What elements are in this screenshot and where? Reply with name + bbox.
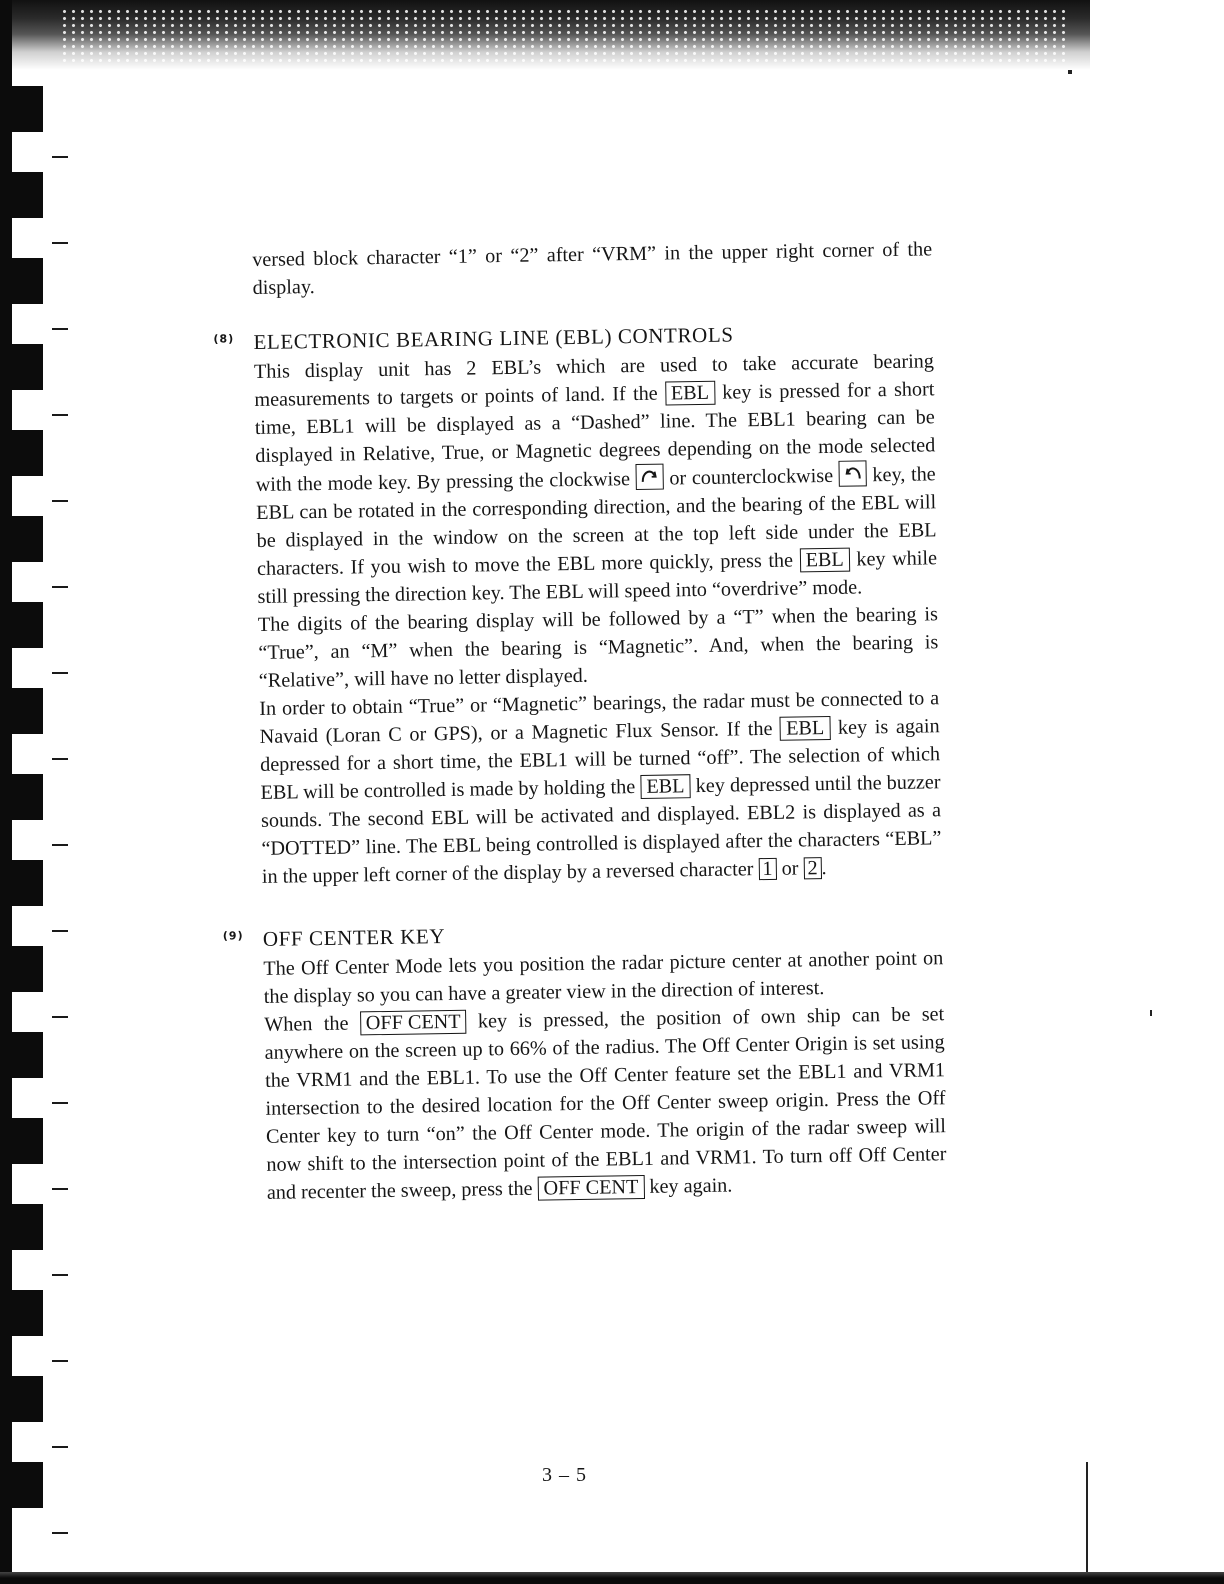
off-center-paragraph-1: The Off Center Mode lets you position the radar picture center at another point on the display so you can have a greater view in the direction of interest. <box>263 947 944 1008</box>
ebl-paragraph-3: In order to obtain “True” or “Magnetic” bearings, the radar must be connected to a Navaid (Loran C or GPS), or a Magnetic Flux Sensor. If the EBL key is again depressed for a short time, the EBL1 will be turned “off”. The selection of which EBL will be controlled is made by holding the EBL key depressed until the buzzer sounds. The second EBL will be activated and displayed. EBL2 is displayed as a “DOTTED” line. The EBL being controlled is displayed after the characters “EBL” in the upper left corner of the display by a reversed character 1 or 2 . <box>259 687 942 888</box>
binding-tick <box>52 156 68 158</box>
binding-tick <box>52 844 68 846</box>
binding-ring <box>10 1376 43 1422</box>
binding-ring <box>10 86 43 132</box>
binding-tick <box>52 1360 68 1362</box>
binding-tick <box>52 1102 68 1104</box>
scan-top-speckle <box>60 8 1070 62</box>
intro-paragraph <box>252 235 933 302</box>
reversed-char-2: 2 <box>803 857 821 879</box>
ebl-paragraph-2: The digits of the bearing display will be followed by a “T” when the bearing is “True”, an “M” when the bearing is “Magnetic”. And, when the bearing is “Relative”, will have no letter displayed. <box>257 603 939 692</box>
section-ebl-controls <box>213 317 942 891</box>
binding-ring <box>10 860 43 906</box>
binding-ring <box>10 946 43 992</box>
binding-ring <box>10 430 43 476</box>
binding-tick <box>52 500 68 502</box>
section-number: (8) <box>213 332 235 346</box>
binding-ring <box>10 172 43 218</box>
binding-tick <box>52 758 68 760</box>
manual-content <box>213 235 947 1207</box>
binding-tick <box>52 242 68 244</box>
section-off-center-key <box>222 914 947 1207</box>
ebl-key-label: EBL <box>665 381 716 406</box>
binding-ring <box>10 1032 43 1078</box>
binding-tick <box>52 1188 68 1190</box>
scan-speck <box>1150 1010 1152 1016</box>
binding-ring <box>10 1204 43 1250</box>
ebl-key-label: EBL <box>780 716 831 741</box>
binding-ring <box>10 1118 43 1164</box>
ebl-key-label: EBL <box>640 774 691 799</box>
binding-tick <box>52 328 68 330</box>
ebl-paragraph-1: This display unit has 2 EBL’s which are used to take accurate bearing measurements to targets or points of land. If the EBL key is pressed for a short time, EBL1 will be displayed as a “Dashed” line. The EBL1 bearing can be displayed in Relative, True, or Magnetic degrees depending on the mode selected with the mode key. By pressing the clockwise or counterclockwise key, the EBL can be rotated in the corresponding direction, and the bearing of the EBL will be displayed in the window on the screen at the top left side under the EBL characters. If you wish to move the EBL more quickly, press the EBL key while still pressing the direction key. The EBL will speed into “overdrive” mode. <box>253 350 938 608</box>
off-center-paragraph-2: When the OFF CENT key is pressed, the position of own ship can be set anywhere on the screen up to 66% of the radius. The Off Center Origin is set using the VRM1 and the EBL1. To use the Off Center feature set the EBL1 and VRM1 intersection to the desired location for the Off Center sweep origin. Press the Off Center key to turn “on” the Off Center mode. The origin of the radar sweep will now shift to the intersection point of the EBL1 and VRM1. To turn off Off Center and recenter the sweep, press the OFF CENT key again. <box>264 1003 947 1204</box>
binding-ring <box>10 774 43 820</box>
off-cent-key-label: OFF CENT <box>360 1010 467 1036</box>
binding-tick <box>52 586 68 588</box>
binding-ring <box>10 688 43 734</box>
section-title: OFF CENTER KEY <box>262 924 446 951</box>
page-number: 3 – 5 <box>542 1464 587 1486</box>
binding-ring <box>10 516 43 562</box>
off-cent-key-label: OFF CENT <box>537 1175 644 1201</box>
section-title: ELECTRONIC BEARING LINE (EBL) CONTROLS <box>253 322 734 354</box>
binding-ring <box>10 258 43 304</box>
binding-ring <box>10 1290 43 1336</box>
scan-top-edge <box>0 0 1090 70</box>
binding-tick <box>52 414 68 416</box>
reversed-char-1: 1 <box>758 858 776 880</box>
binding-ring <box>10 602 43 648</box>
binding-tick <box>52 930 68 932</box>
binding-ring <box>10 1462 43 1508</box>
binding-tick <box>52 1274 68 1276</box>
binding-tick <box>52 672 68 674</box>
scan-bottom-edge <box>0 1572 1224 1584</box>
intro-text: versed block character “1” or “2” after “VRM” in the upper right corner of the display. <box>252 238 933 299</box>
scan-right-edge-mark <box>1086 1462 1088 1572</box>
section-number: (9) <box>222 929 244 943</box>
binding-tick <box>52 1446 68 1448</box>
binding-tick <box>52 1532 68 1534</box>
binding-tick <box>52 1016 68 1018</box>
counterclockwise-arrow-icon <box>839 460 867 486</box>
clockwise-arrow-icon <box>635 464 663 490</box>
scan-speck <box>1068 70 1072 74</box>
ebl-key-label: EBL <box>799 548 850 573</box>
binding-ring <box>10 344 43 390</box>
